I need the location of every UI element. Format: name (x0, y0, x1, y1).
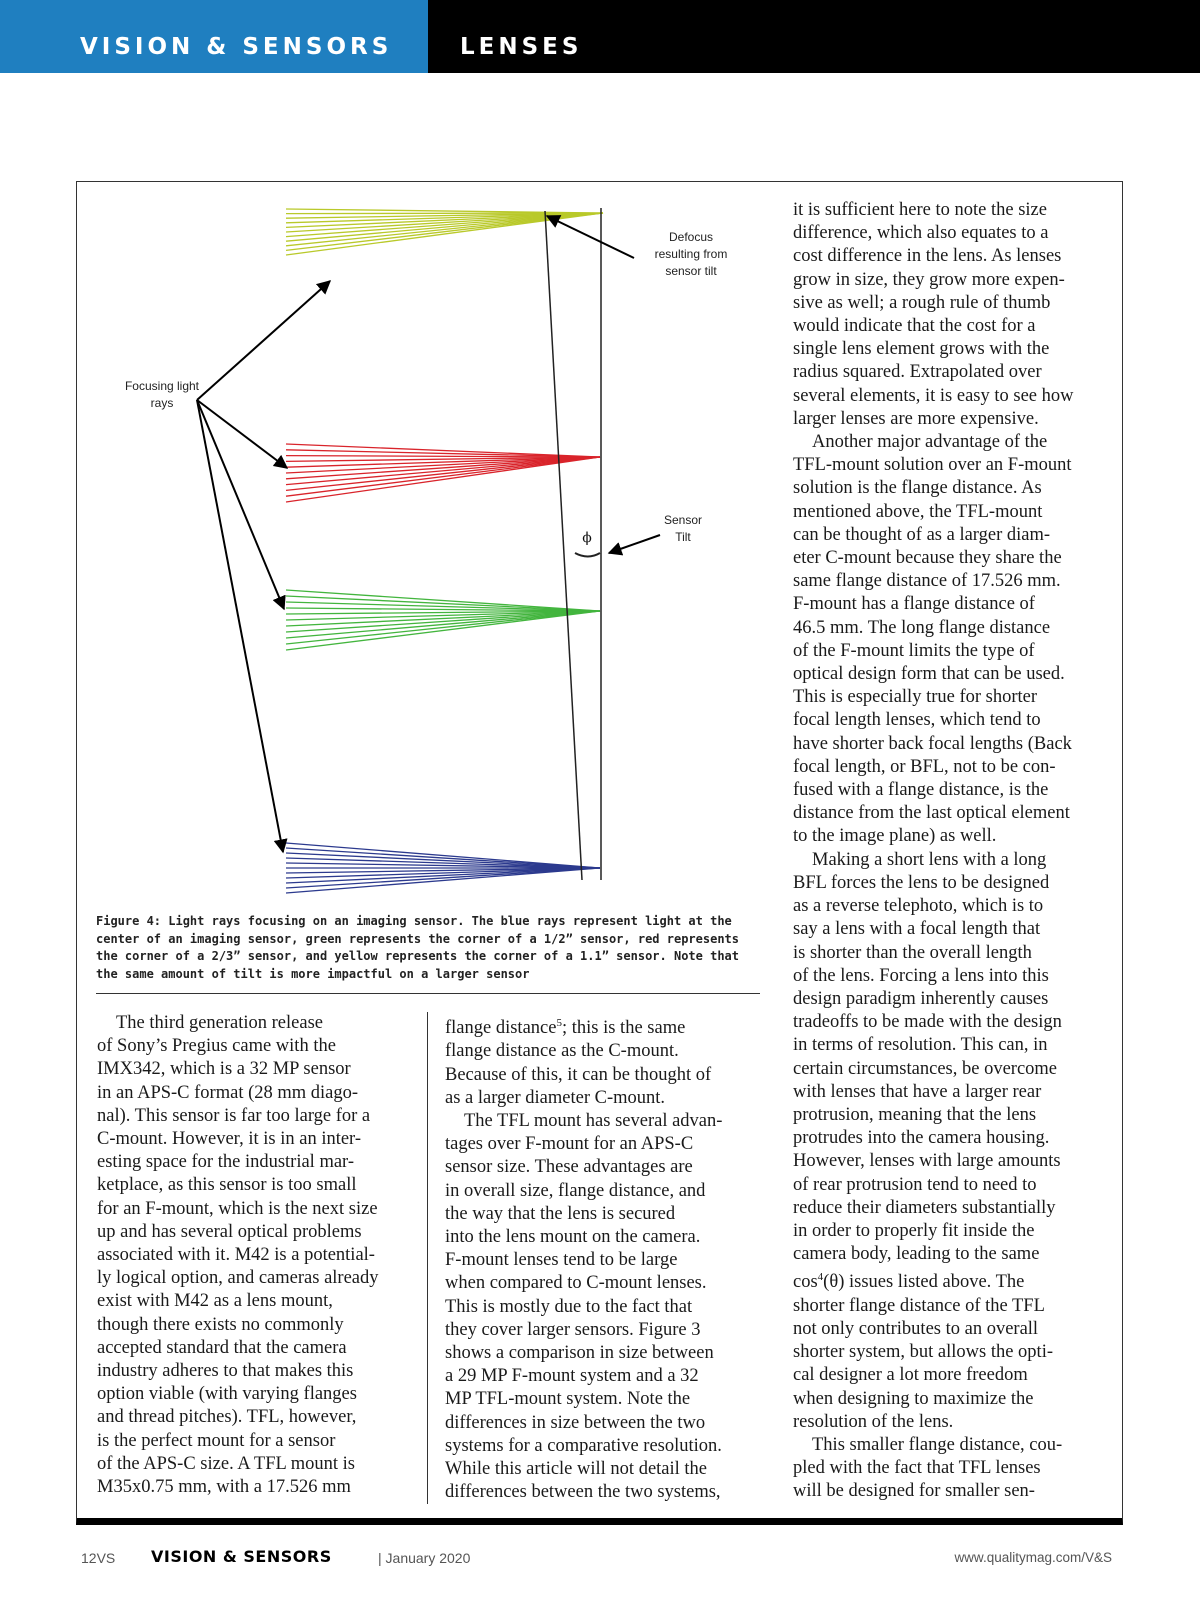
col3-line: shorter flange distance of the TFL (793, 1295, 1045, 1316)
col2-line: tages over F-mount for an APS-C (445, 1134, 694, 1155)
focusing-arrow-yellow (197, 281, 330, 400)
ray-red (286, 457, 600, 496)
col3-line: when designing to maximize the (793, 1388, 1034, 1409)
col3-line: in order to properly fit inside the (793, 1220, 1035, 1241)
col1-line: ly logical option, and cameras already (97, 1268, 379, 1289)
col2-line: differences between the two systems, (445, 1482, 721, 1503)
col3-line: Making a short lens with a long (812, 849, 1047, 870)
col2-line: the way that the lens is secured (445, 1203, 676, 1224)
tilt-angle-arc (575, 553, 600, 557)
col3-line: This smaller flange distance, cou- (812, 1434, 1063, 1455)
col3-line: protrusion, meaning that the lens (793, 1104, 1037, 1125)
col3-line: F-mount has a flange distance of (793, 594, 1035, 615)
col1-line: The third generation release (116, 1013, 323, 1033)
col3-line: certain circumstances, be overcome (793, 1058, 1058, 1079)
col2-line: they cover larger sensors. Figure 3 (445, 1319, 701, 1340)
col3-line: is shorter than the overall length (793, 942, 1032, 963)
col2-line: systems for a comparative resolution. (445, 1435, 722, 1456)
defocus-label-line1: Defocus (668, 230, 714, 244)
col3-line: This is especially true for shorter (793, 687, 1038, 708)
col3-line: optical design form that can be used. (793, 664, 1065, 685)
col3-line: focal length, or BFL, not to be con- (793, 756, 1056, 777)
col1-line: M35x0.75 mm, with a 17.526 mm (97, 1477, 351, 1498)
col3-line-cos: $\cos^4(\theta)$ issues listed above. The (793, 1271, 1025, 1293)
cos-exponent: 4 (817, 1271, 824, 1284)
ray-blue (286, 868, 600, 878)
col3-line: pled with the fact that TFL lenses (793, 1458, 1041, 1479)
focusing-label-line2: rays (150, 396, 174, 410)
defocus-label-line3: sensor tilt (665, 264, 717, 278)
col3-line: radius squared. Extrapolated over (793, 362, 1042, 383)
col3-line: as a reverse telephoto, which is to (793, 896, 1044, 917)
col3-line: BFL forces the lens to be designed (793, 872, 1050, 893)
sensor-plane-tilted (545, 211, 582, 880)
col2-line: Because of this, it can be thought of (445, 1064, 712, 1085)
col2-line: While this article will not detail the (445, 1459, 708, 1480)
col3-line: will be designed for smaller sen- (793, 1481, 1035, 1502)
col3-line: not only contributes to an overall (793, 1318, 1039, 1339)
article-column-1 (97, 1012, 412, 1499)
footer-date: | January 2020 (378, 1550, 471, 1566)
col2-line: a 29 MP F-mount system and a 32 (445, 1366, 699, 1387)
section-title: VISION & SENSORS (80, 34, 393, 60)
col3-line: with lenses that have a larger rear (793, 1081, 1042, 1102)
col1-line: of Sony’s Pregius came with the (97, 1036, 336, 1057)
col3-line: fused with a flange distance, is the (793, 780, 1049, 801)
col3-line: sive as well; a rough rule of thumb (793, 292, 1051, 313)
col3-line: mentioned above, the TFL-mount (793, 501, 1043, 522)
col2-line: flange distance as the C-mount. (445, 1041, 679, 1062)
ray-blue (286, 858, 600, 868)
col2-line: MP TFL-mount system. Note the (445, 1389, 691, 1410)
col3-line: However, lenses with large amounts (793, 1151, 1061, 1172)
sensor-tilt-label-line1: Sensor (663, 513, 703, 527)
col3-line: tradeoffs to be made with the design (793, 1012, 1062, 1033)
ray-red (286, 457, 600, 502)
col2-line: when compared to C-mount lenses. (445, 1273, 707, 1294)
col3-line: can be thought of as a larger diam- (793, 524, 1051, 545)
defocus-label-line2: resulting from (654, 247, 728, 261)
topic-title: LENSES (460, 34, 583, 60)
ray-yellow (286, 209, 603, 213)
col2-line: F-mount lenses tend to be large (445, 1250, 678, 1271)
col3-line: it is sufficient here to note the size (793, 200, 1047, 220)
defocus-arrow (547, 216, 634, 258)
column-divider (427, 1012, 428, 1504)
col3-line: larger lenses are more expensive. (793, 408, 1039, 429)
col1-line: IMX342, which is a 32 MP sensor (97, 1059, 351, 1080)
col1-line: C-mount. However, it is in an inter- (97, 1129, 362, 1150)
ray-groups (286, 209, 603, 893)
col3-line: in terms of resolution. This can, in (793, 1035, 1048, 1056)
col2-line: into the lens mount on the camera. (445, 1226, 701, 1247)
col3-line: would indicate that the cost for a (793, 316, 1036, 337)
footer-brand: VISION & SENSORS (151, 1547, 332, 1566)
ray-green (286, 611, 600, 650)
col1-line: for an F-mount, which is the next size (97, 1198, 378, 1219)
col3-line: TFL-mount solution over an F-mount (793, 455, 1072, 476)
footer-page-number: 12VS (81, 1550, 116, 1566)
col1-line: accepted standard that the camera (97, 1337, 347, 1358)
footer-url: www.qualitymag.com/V&S (954, 1550, 1112, 1565)
col3-line: protrudes into the camera housing. (793, 1128, 1050, 1149)
footnote-ref: 5 (556, 1017, 562, 1029)
col1-line: is the perfect mount for a sensor (97, 1430, 336, 1451)
col3-line: of rear protrusion tend to need to (793, 1174, 1037, 1195)
col1-line: exist with M42 as a lens mount, (97, 1291, 333, 1312)
col1-line: ketplace, as this sensor is too small (97, 1175, 357, 1196)
col1-line: of the APS-C size. A TFL mount is (97, 1453, 355, 1474)
col3-line: focal length lenses, which tend to (793, 710, 1041, 731)
col3-line: to the image plane) as well. (793, 826, 997, 847)
col3-line: single lens element grows with the (793, 339, 1050, 360)
col1-line: in an APS-C format (28 mm diago- (97, 1082, 359, 1103)
figure-caption: Figure 4: Light rays focusing on an imaging sensor. The blue rays represent light at the center of an imaging sensor, green represents the corner of a 1/2” sensor, red represents the corner of a 2/3” sensor, and yellow represents the corner of a 1.1” sensor. Note that the same amount of tilt is more impactful on a larger sensor (96, 914, 739, 981)
col1-line: esting space for the industrial mar- (97, 1152, 355, 1173)
col1-line: and thread pitches). TFL, however, (97, 1407, 357, 1428)
col3-line: several elements, it is easy to see how (793, 385, 1074, 406)
focusing-label-line1: Focusing light (124, 379, 200, 393)
col3-line: camera body, leading to the same (793, 1244, 1040, 1265)
col2-line: as a larger diameter C-mount. (445, 1087, 666, 1108)
col1-line: nal). This sensor is far too large for a (97, 1105, 371, 1126)
col1-line: industry adheres to that makes this (97, 1361, 354, 1382)
col3-line: same flange distance of 17.526 mm. (793, 571, 1061, 592)
col3-line: shorter system, but allows the opti- (793, 1342, 1053, 1363)
col3-line: of the F-mount limits the type of (793, 640, 1035, 661)
col3-line: Another major advantage of the (812, 432, 1048, 453)
col3-line: have shorter back focal lengths (Back (793, 733, 1072, 754)
col3-line: difference, which also equates to a (793, 223, 1049, 244)
col3-line: cal designer a lot more freedom (793, 1365, 1028, 1386)
col3-line: eter C-mount because they share the (793, 548, 1062, 569)
col2-line: sensor size. These advantages are (445, 1157, 693, 1178)
col3-line: of the lens. Forcing a lens into this (793, 965, 1049, 986)
col3-line: cost difference in the lens. As lenses (793, 246, 1062, 267)
col3-line: say a lens with a focal length that (793, 919, 1041, 940)
col3-line: solution is the flange distance. As (793, 478, 1042, 499)
article-column-2 (445, 1012, 755, 1504)
focusing-arrow-green (197, 400, 284, 609)
col2-line: in overall size, flange distance, and (445, 1180, 706, 1201)
col2-line: differences in size between the two (445, 1412, 706, 1433)
col2-line: The TFL mount has several advan- (464, 1110, 723, 1131)
sensor-tilt-arrow (609, 535, 660, 553)
col3-line: distance from the last optical element (793, 803, 1070, 824)
col3-line: reduce their diameters substantially (793, 1197, 1056, 1218)
col2-line: shows a comparison in size between (445, 1343, 714, 1363)
sensor-tilt-label-line2: Tilt (675, 530, 691, 544)
article-column-3 (793, 199, 1108, 1504)
col2-line: This is mostly due to the fact that (445, 1296, 693, 1317)
col1-line: associated with it. M42 is a potential- (97, 1245, 375, 1266)
col1-line: up and has several optical problems (97, 1221, 362, 1242)
col1-line: though there exists no commonly (97, 1314, 344, 1335)
focusing-arrow-blue (197, 400, 283, 852)
ray-yellow (286, 213, 603, 250)
caption-divider (96, 993, 760, 994)
tilt-angle-symbol: ϕ (582, 530, 592, 546)
col2-line-footnote: flange distance$^5$; this is the same (445, 1017, 686, 1039)
col3-line: design paradigm inherently causes (793, 988, 1049, 1009)
col3-line: 46.5 mm. The long flange distance (793, 617, 1051, 638)
col3-line: grow in size, they grow more expen- (793, 269, 1065, 290)
col1-line: option viable (with varying flanges (97, 1384, 357, 1405)
col3-line: resolution of the lens. (793, 1411, 954, 1432)
